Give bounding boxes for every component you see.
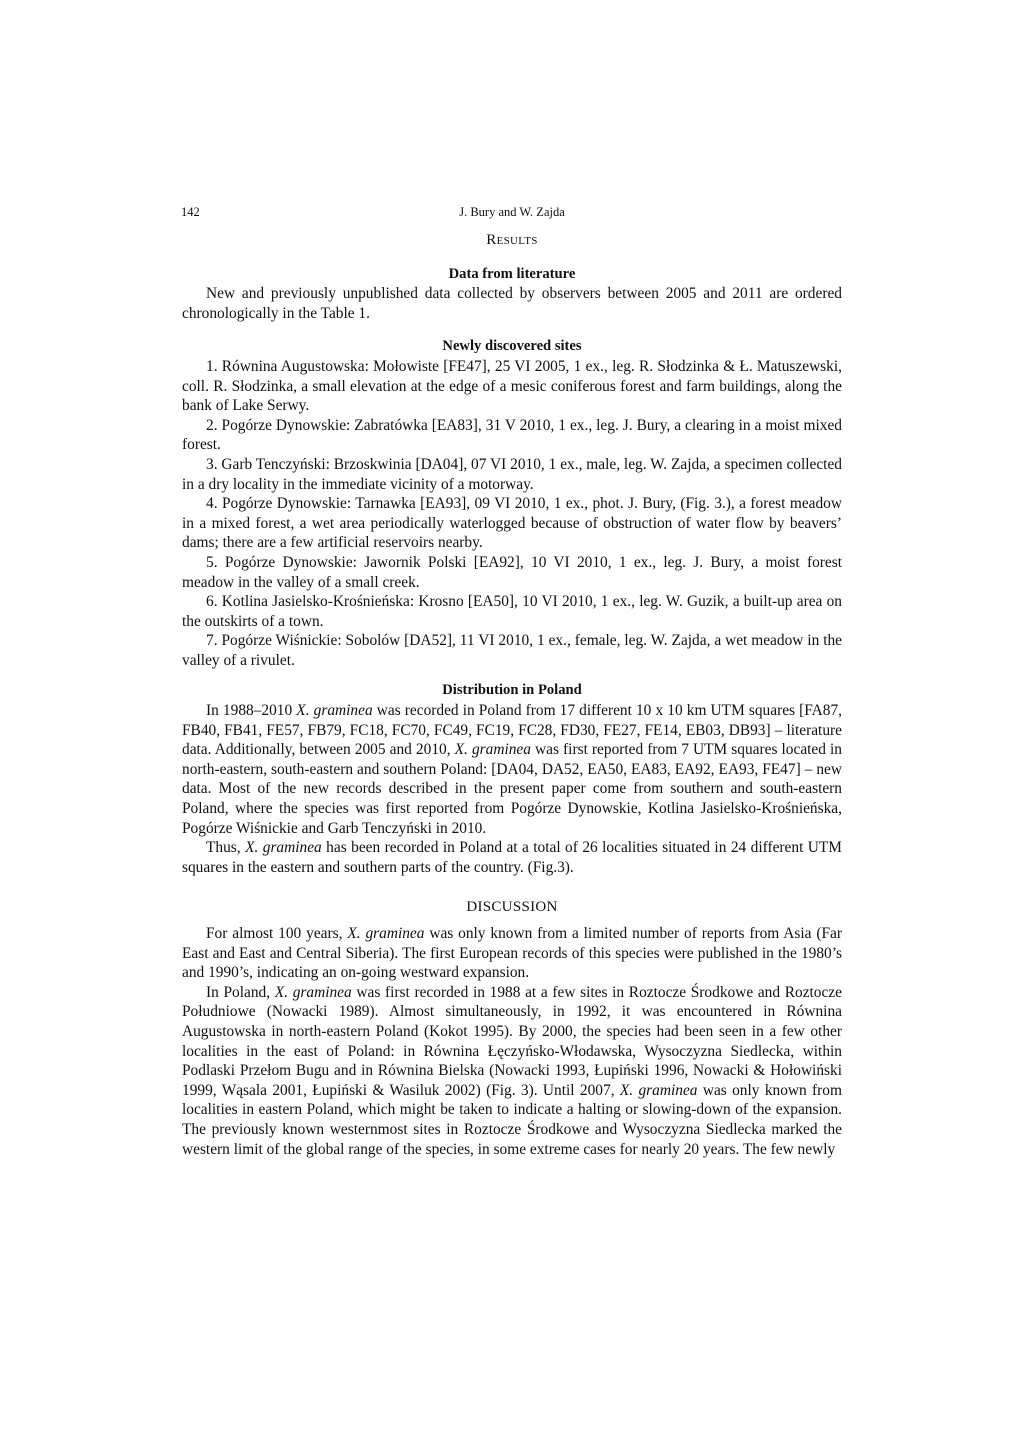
site-record-3: 3. Garb Tenczyński: Brzoskwinia [DA04], 07 VI 2010, 1 ex., male, leg. W. Zajda, a specimen collected in a dry locality in the immediate vicinity of a motorway. — [182, 455, 842, 493]
species-name: X. graminea — [619, 1081, 698, 1099]
paper-page — [182, 201, 842, 1159]
site-record-1: 1. Równina Augustowska: Mołowiste [FE47], 25 VI 2005, 1 ex., leg. R. Słodzinka & Ł. Matuszewski, coll. R. Słodzinka, a small elevation at the edge of a mesic coniferous forest and farm buildings, along the bank of Lake Serwy. — [182, 357, 842, 415]
text-run: has been recorded in Poland at a total of 26 localities situated in 24 different UTM squares in the eastern and southern parts of the country. (Fig.3). — [182, 839, 842, 876]
newly-discovered-heading: Newly discovered sites — [442, 338, 582, 355]
results-title-text: Results — [486, 232, 538, 248]
species-name: X. graminea — [296, 702, 373, 720]
site-record-6: 6. Kotlina Jasielsko-Krośnieńska: Krosno [EA50], 10 VI 2010, 1 ex., leg. W. Guzik, a built-up area on the outskirts of a town. — [182, 593, 842, 630]
text-run: was recorded in Poland from 17 different 10 x 10 km UTM squares [FA87, FB40, FB41, FE57, FB79, FC18, FC70, FC49, FC19, FC28, FD30, FE27, FE14, EB03, DB93] – literature data. Additionally, between 2005 and 2010, — [182, 702, 843, 759]
distribution-heading: Distribution in Poland — [442, 682, 582, 699]
text-run: was first reported from 7 UTM squares located in north-eastern, south-eastern and southern Poland: [DA04, DA52, EA50, EA83, EA92, EA93, FE47] – new data. Most of the new records described in the present paper come from southern and south-eastern Poland, where the species was first reported from Pogórze Dynowskie, Kotlina Jasielsko-Krośnieńska, Pogórze Wiśnickie and Garb Tenczyński in 2010. — [182, 741, 843, 837]
site-record-7: 7. Pogórze Wiśnickie: Sobolów [DA52], 11 VI 2010, 1 ex., female, leg. W. Zajda, a wet meadow in the valley of a rivulet. — [182, 632, 842, 669]
site-record-4: 4. Pogórze Dynowskie: Tarnawka [EA93], 09 VI 2010, 1 ex., phot. J. Bury, (Fig. 3.), a forest meadow in a mixed forest, a wet area periodically waterlogged because of obstruction of water flow by beavers’ dams; there are a few artificial reservoirs nearby. — [182, 495, 842, 552]
text-run: For almost 100 years, — [206, 925, 348, 942]
text-run: was first recorded in 1988 at a few sites in Roztocze Środkowe and Roztocze Południowe (Nowacki 1989). Almost simultaneously, in 1992, it was encountered in Równina Augustowska in north-eastern Poland (Kokot 1995). By 2000, the species had been seen in a few other localities in the east of Poland: in Równina Łęczyńsko-Włodawska, Wysoczyzna Siedlecka, within Podlaski Przełom Bugu and in Równina Bielska (Nowacki 1993, Łupiński 1996, Nowacki & Hołowiński 1999, Wąsala 2001, Łupiński & Wasiluk 2002) (Fig. 3). Until 2007, — [182, 983, 842, 1099]
site-record-5: 5. Pogórze Dynowskie: Jawornik Polski [EA92], 10 VI 2010, 1 ex., leg. J. Bury, a moist forest meadow in the valley of a small creek. — [182, 553, 842, 591]
species-name: X. graminea — [347, 925, 425, 942]
text-run: was only known from a limited number of reports from Asia (Far East and East and Central Siberia). The first European records of this species were published in the 1980’s and 1990’s, indicating an on-going westward expansion. — [182, 925, 842, 982]
text-run: In Poland, — [206, 983, 275, 1001]
discussion-paragraph-1 — [182, 924, 842, 983]
text-run: Thus, — [206, 839, 246, 857]
site-record-2: 2. Pogórze Dynowskie: Zabratówka [EA83], 31 V 2010, 1 ex., leg. J. Bury, a clearing in a moist mixed forest. — [182, 416, 842, 454]
running-head-authors: J. Bury and W. Zajda — [459, 205, 565, 219]
literature-paragraph: New and previously unpublished data collected by observers between 2005 and 2011 are ordered chronologically in the Table 1. — [182, 285, 842, 322]
page-number: 142 — [181, 205, 200, 219]
running-head — [182, 201, 842, 223]
species-name: X. graminea — [454, 741, 531, 759]
species-name: X. graminea — [274, 983, 352, 1001]
discussion-title: DISCUSSION — [466, 899, 558, 916]
discussion-paragraph-2 — [182, 983, 842, 1159]
text-run: was only known from localities in eastern Poland, which might be taken to indicate a halting or slowing-down of the expansion. The previously known westernmost sites in Roztocze Środkowe and Wysoczyzna Siedlecka marked the western limit of the global range of the species, in some extreme cases for nearly 20 years. The few newly — [182, 1081, 842, 1158]
text-run: In 1988–2010 — [206, 702, 297, 720]
results-title — [182, 231, 842, 251]
species-name: X. graminea — [245, 839, 322, 857]
distribution-paragraph-1 — [182, 701, 842, 838]
distribution-paragraph-2 — [182, 838, 842, 877]
literature-heading: Data from literature — [448, 265, 576, 282]
